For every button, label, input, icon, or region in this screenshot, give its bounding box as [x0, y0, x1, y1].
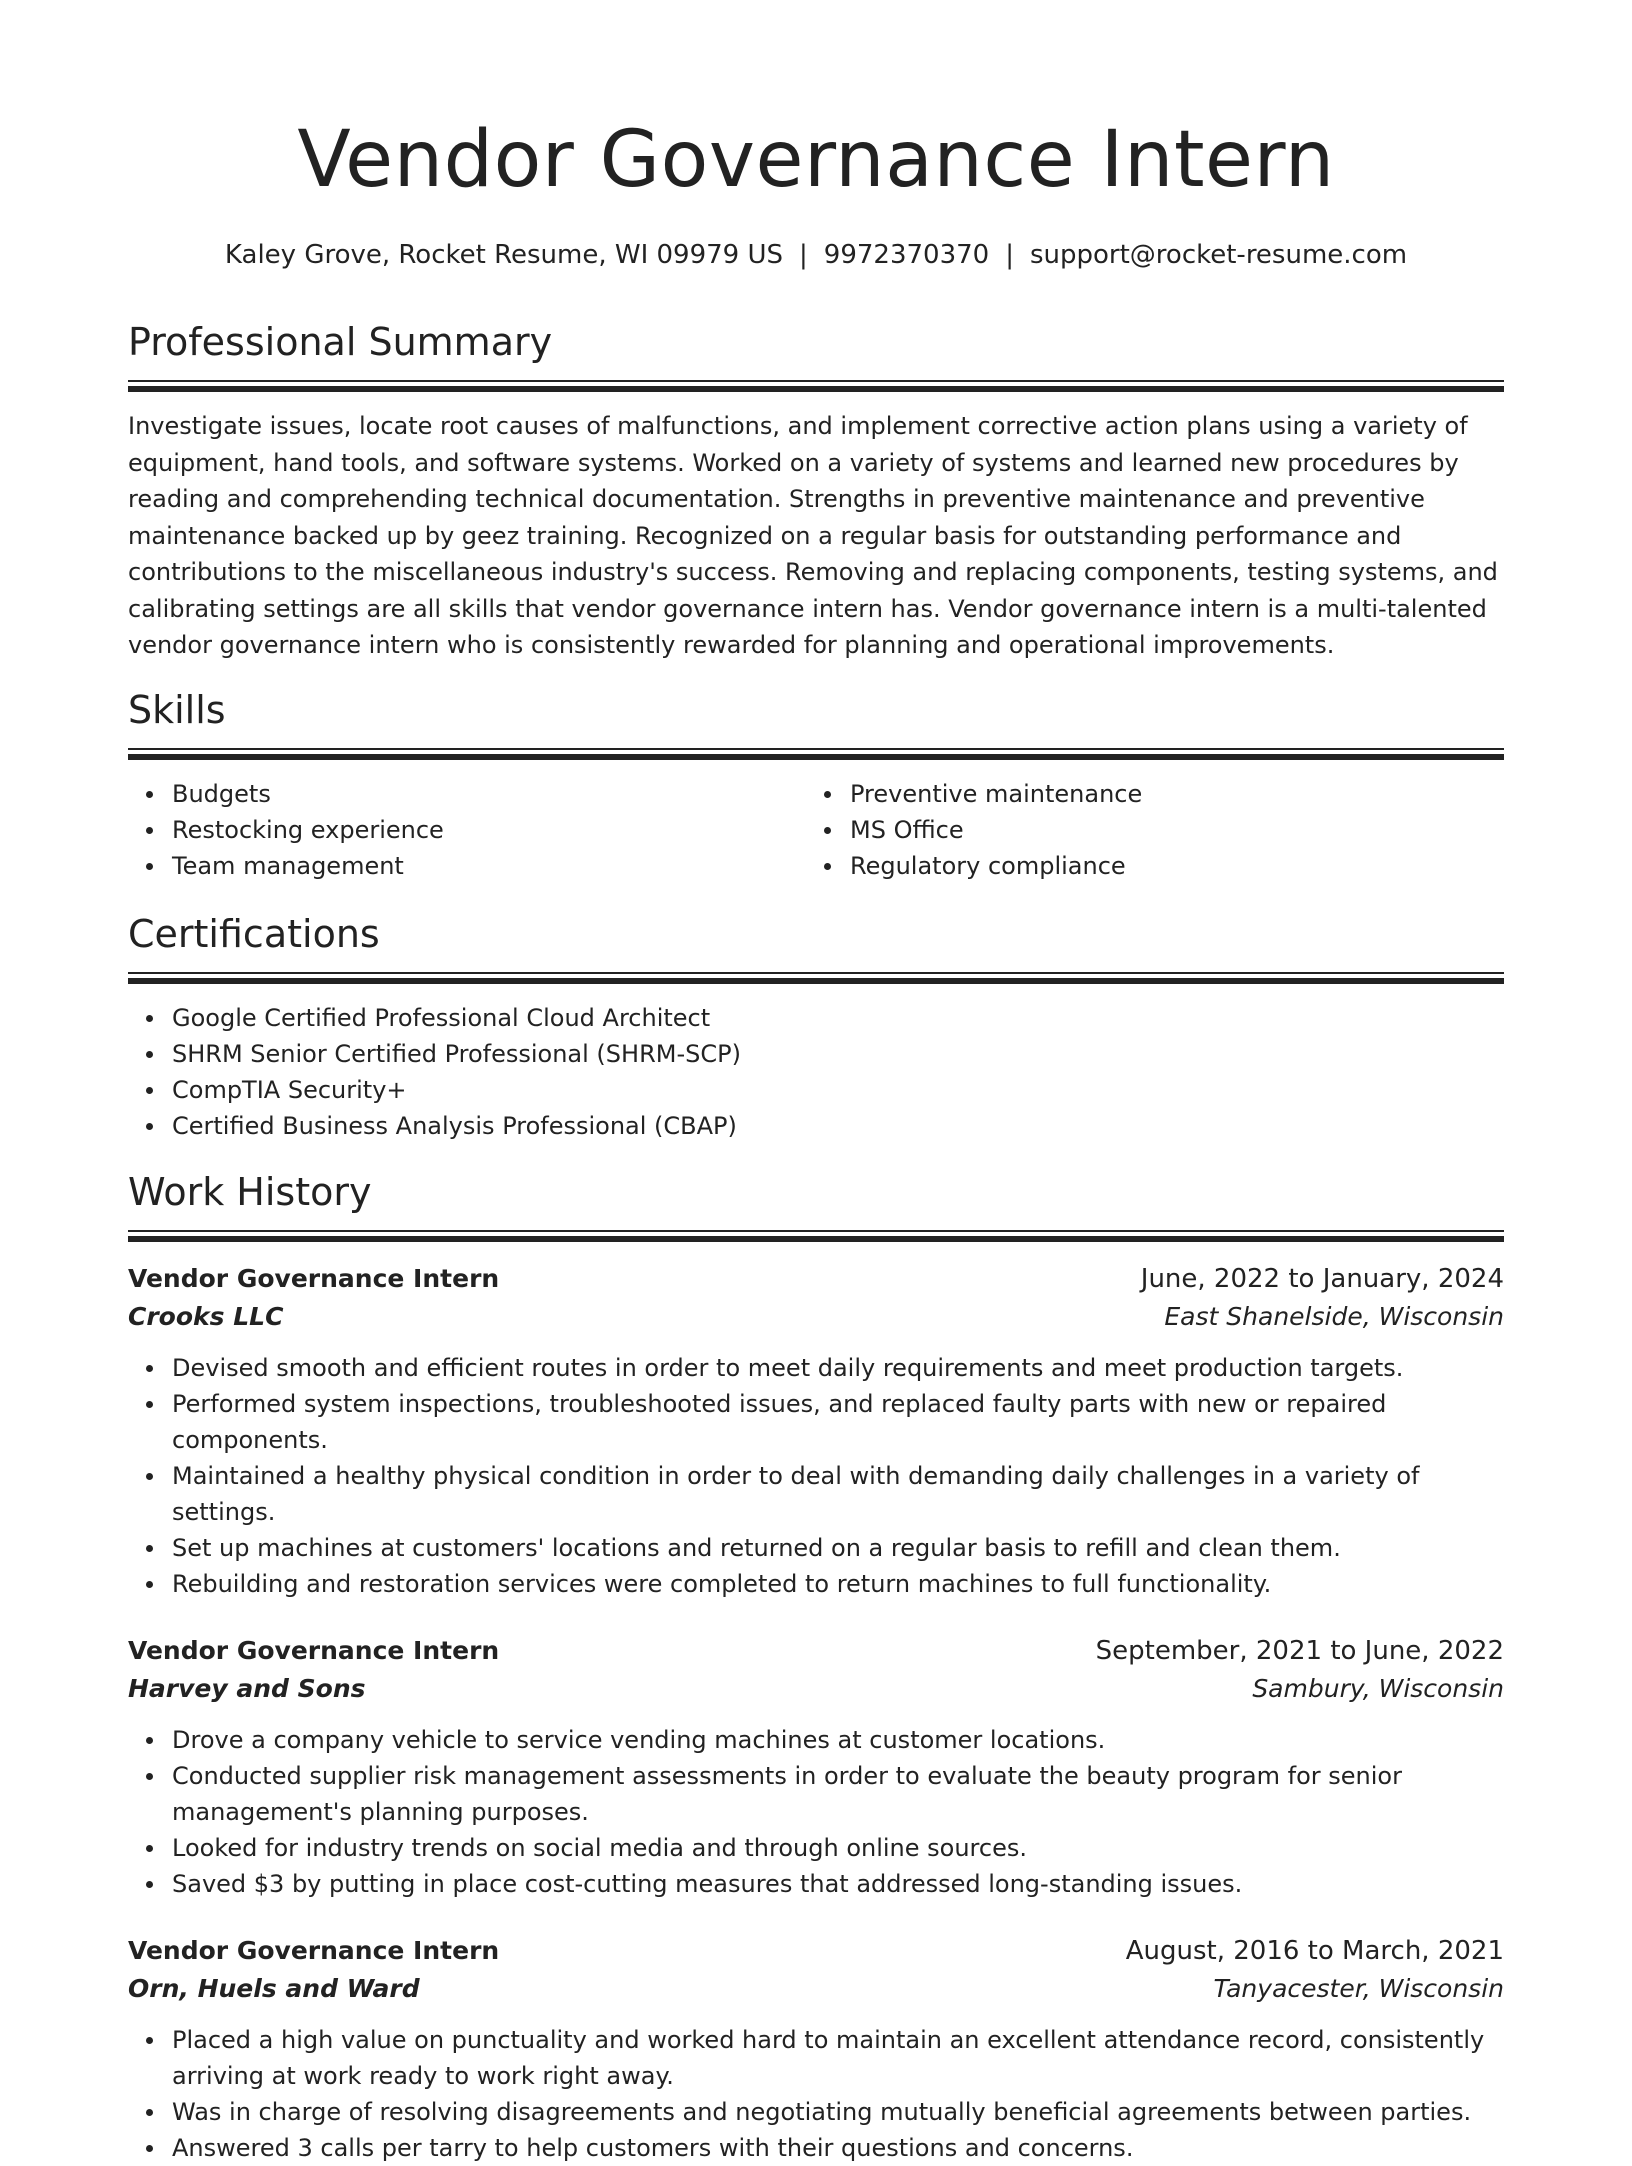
candidate-name: Vendor Governance Intern: [297, 115, 1335, 205]
skills-list-right: [806, 776, 1484, 884]
job-title: Vendor Governance Intern: [128, 1936, 500, 1965]
job-bullet: Rebuilding and restoration services were completed to return machines to full functionality.: [128, 1566, 1504, 1602]
skills-list-left: [128, 776, 806, 884]
certification-item: Google Certified Professional Cloud Architect: [128, 1000, 1504, 1036]
job-header-row: [128, 1632, 1504, 1670]
job-company: Crooks LLC: [128, 1302, 284, 1331]
section-divider: [128, 748, 1504, 760]
job-header-row: [128, 1260, 1504, 1298]
contact-phone: 9972370370: [823, 240, 990, 270]
contact-line: [0, 238, 1632, 272]
skill-item: Preventive maintenance: [806, 776, 1484, 812]
skills-section: [128, 686, 1504, 884]
job-bullet: Saved $3 by putting in place cost-cutting measures that addressed long-standing issues.: [128, 1866, 1504, 1902]
job-company-row: [128, 1298, 1504, 1336]
skill-item: Budgets: [128, 776, 806, 812]
job-bullets: [128, 2022, 1504, 2166]
job-company-row: [128, 1970, 1504, 2008]
section-title-skills: Skills: [128, 688, 226, 732]
certification-item: CompTIA Security+: [128, 1072, 1504, 1108]
job-company: Harvey and Sons: [128, 1674, 366, 1703]
job-title: Vendor Governance Intern: [128, 1264, 500, 1293]
job-title: Vendor Governance Intern: [128, 1636, 500, 1665]
section-title-certifications: Certifications: [128, 912, 380, 956]
job-bullets: [128, 1350, 1504, 1602]
certifications-list: [128, 1000, 1504, 1144]
job-company: Orn, Huels and Ward: [128, 1974, 420, 2003]
job-company-row: [128, 1670, 1504, 1708]
skill-item: Regulatory compliance: [806, 848, 1484, 884]
skill-item: Restocking experience: [128, 812, 806, 848]
job-dates: September, 2021 to June, 2022: [1095, 1636, 1504, 1666]
job-entry: [128, 1632, 1504, 1902]
section-divider: [128, 1230, 1504, 1242]
contact-separator: |: [799, 240, 808, 270]
job-bullet: Performed system inspections, troubleshooted issues, and replaced faulty parts with new or repaired components.: [128, 1386, 1504, 1458]
job-header-row: [128, 1932, 1504, 1970]
job-bullet: Conducted supplier risk management assessments in order to evaluate the beauty program for senior management's planning purposes.: [128, 1758, 1504, 1830]
section-title-summary: Professional Summary: [128, 320, 553, 364]
section-divider: [128, 380, 1504, 392]
summary-text: Investigate issues, locate root causes of malfunctions, and implement corrective action plans using a variety of equipment, hand tools, and software systems. Worked on a variety of systems and learned new procedures by reading and comprehending technical documentation. Strengths in preventive maintenance and preventive maintenance backed up by geez training. Recognized on a regular basis for outstanding performance and contributions to the miscellaneous industry's success. Removing and replacing components, testing systems, and calibrating settings are all skills that vendor governance intern has. Vendor governance intern is a multi-talented vendor governance intern who is consistently rewarded for planning and operational improvements.: [128, 412, 1498, 659]
job-bullet: Set up machines at customers' locations and returned on a regular basis to refill and clean them.: [128, 1530, 1504, 1566]
job-bullet: Drove a company vehicle to service vending machines at customer locations.: [128, 1722, 1504, 1758]
job-bullets: [128, 1722, 1504, 1902]
job-location: Sambury, Wisconsin: [1252, 1674, 1504, 1703]
skill-item: MS Office: [806, 812, 1484, 848]
job-entry: [128, 1260, 1504, 1602]
job-bullet: Answered 3 calls per tarry to help customers with their questions and concerns.: [128, 2130, 1504, 2166]
contact-address: Kaley Grove, Rocket Resume, WI 09979 US: [224, 240, 784, 270]
job-location: Tanyacester, Wisconsin: [1213, 1974, 1504, 2003]
skills-grid: [128, 776, 1504, 884]
section-title-work-history: Work History: [128, 1170, 372, 1214]
job-bullet: Looked for industry trends on social media and through online sources.: [128, 1830, 1504, 1866]
job-entry: [128, 1932, 1504, 2166]
job-dates: June, 2022 to January, 2024: [1140, 1264, 1504, 1294]
job-bullet: Maintained a healthy physical condition in order to deal with demanding daily challenges in a variety of settings.: [128, 1458, 1504, 1530]
contact-separator: |: [1005, 240, 1014, 270]
summary-section: [128, 318, 1504, 664]
job-bullet: Placed a high value on punctuality and worked hard to maintain an excellent attendance record, consistently arriving at work ready to work right away.: [128, 2022, 1504, 2094]
job-bullet: Devised smooth and efficient routes in order to meet daily requirements and meet production targets.: [128, 1350, 1504, 1386]
job-dates: August, 2016 to March, 2021: [1125, 1936, 1504, 1966]
skill-item: Team management: [128, 848, 806, 884]
job-bullet: Was in charge of resolving disagreements and negotiating mutually beneficial agreements between parties.: [128, 2094, 1504, 2130]
certifications-section: [128, 910, 1504, 1144]
work-history-section: [128, 1168, 1504, 2166]
section-divider: [128, 972, 1504, 984]
certification-item: Certified Business Analysis Professional (CBAP): [128, 1108, 1504, 1144]
certification-item: SHRM Senior Certified Professional (SHRM-SCP): [128, 1036, 1504, 1072]
contact-email[interactable]: support@rocket-resume.com: [1029, 240, 1408, 270]
job-location: East Shanelside, Wisconsin: [1164, 1302, 1504, 1331]
